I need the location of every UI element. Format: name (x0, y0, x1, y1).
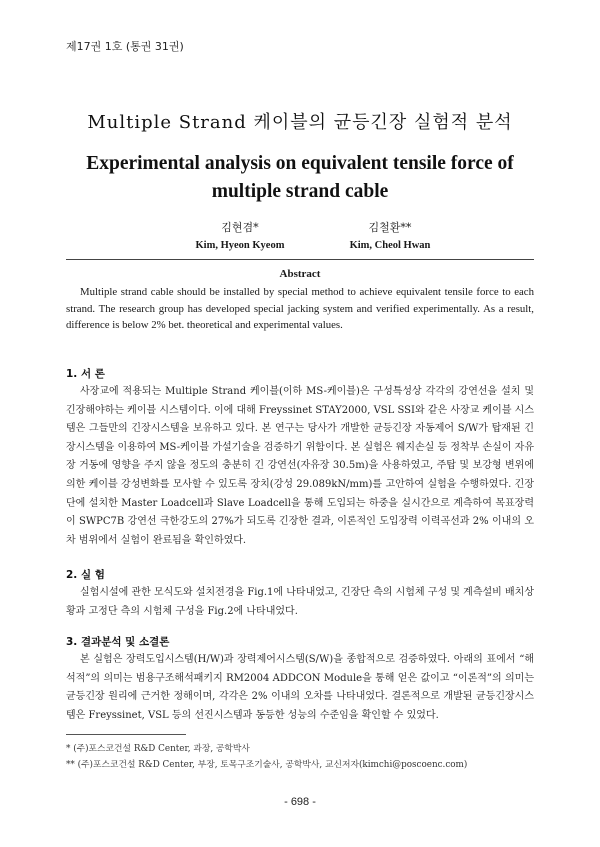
section-2-body: 실험시설에 관한 모식도와 설치전경을 Fig.1에 나타내었고, 긴장단 측의 시험체 구성 및 계측설비 배치상황과 고정단 측의 시험체 구성을 Fig.2에 나타내었다. (66, 587, 534, 617)
footnote-divider (66, 734, 186, 735)
abstract-heading: Abstract (279, 268, 321, 280)
footnote-1: * (주)포스코건설 R&D Center, 과장, 공학박사 (66, 744, 250, 754)
journal-volume: 제17권 1호 (통권 31권) (66, 40, 184, 53)
author-1-name-korean: 김현겸* (221, 221, 259, 234)
title-korean: Multiple Strand 케이블의 균등긴장 실험적 분석 (87, 112, 513, 133)
abstract-divider (66, 259, 534, 260)
footnote-2: ** (주)포스코건설 R&D Center, 부장, 토목구조기술사, 공학박사, 교신저자(kimchi@poscoenc.com) (66, 760, 468, 770)
author-2-name-english: Kim, Cheol Hwan (349, 240, 431, 251)
author-2 (320, 219, 460, 255)
section-2-heading: 2. 실 험 (66, 569, 105, 581)
section-1-body: 사장교에 적용되는 Multiple Strand 케이블(이하 MS-케이블)은 구성특성상 각각의 강연선을 설치 및 긴장해야하는 케이블 시스템이다. 이에 대해 Freyssinet STAY2000, VSL SSI와 같은 사장교 케이블 시스템은 그들만의 긴장시스템을 보유하고 있다. 본 연구는 당사가 개발한 균등긴장 자동제어 S/W가 탑재된 긴장시스템을 이용하여 MS-케이블 가설기술을 검증하기 위함이다. 본 실험은 웨지손실 등 정착부 손실이 자유장 거동에 영향을 주지 않을 정도의 충분히 긴 강연선(자유장 30.5m)을 사용하였고, 주탑 및 보강형 변위에 의한 케이블 강성변화를 모사할 수 있도록 장치(강성 29.089kN/mm)를 고안하여 실험을 수행하였다. 긴장단에 설치한 Master Loadcell과 Slave Loadcell을 통해 도입되는 하중을 실시간으로 계측하여 목표장력이 SWPC7B 강연선 극한강도의 27%가 되도록 긴장한 결과, 이론적인 도입장력 이력곡선과 2% 이내의 오차 범위에서 실험이 완료됨을 확인하였다. (66, 386, 534, 546)
section-3-body: 본 실험은 장력도입시스템(H/W)과 장력제어시스템(S/W)을 종합적으로 검증하였다. 아래의 표에서 “해석적”의 의미는 범용구조해석패키지 RM2004 ADDCON Module을 통해 얻은 값이고 “이론적”의 의미는 균등긴장 원리에 근거한 정해이며, 각각은 2% 이내의 오차를 나타내었다. 결론적으로 개발된 균등긴장시스템은 Freyssinet, VSL 등의 선진시스템과 동등한 성능의 수준임을 확인할 수 있었다. (66, 654, 534, 721)
abstract-text: Multiple strand cable should be installed by special method to achieve equivalent tensile force to each strand. The research group has developed special jacking system and verified experimentally. As a result, difference is below 2% bet. theoretical and experimental values. (66, 286, 534, 331)
author-1 (170, 219, 310, 255)
title-english: Experimental analysis on equivalent tensile force of multiple strand cable (86, 153, 514, 202)
author-2-name-korean: 김철환** (368, 221, 412, 234)
section-3-heading: 3. 결과분석 및 소결론 (66, 636, 170, 648)
author-1-name-english: Kim, Hyeon Kyeom (195, 240, 285, 251)
section-1-heading: 1. 서 론 (66, 368, 105, 380)
page-number: - 698 - (284, 796, 316, 808)
